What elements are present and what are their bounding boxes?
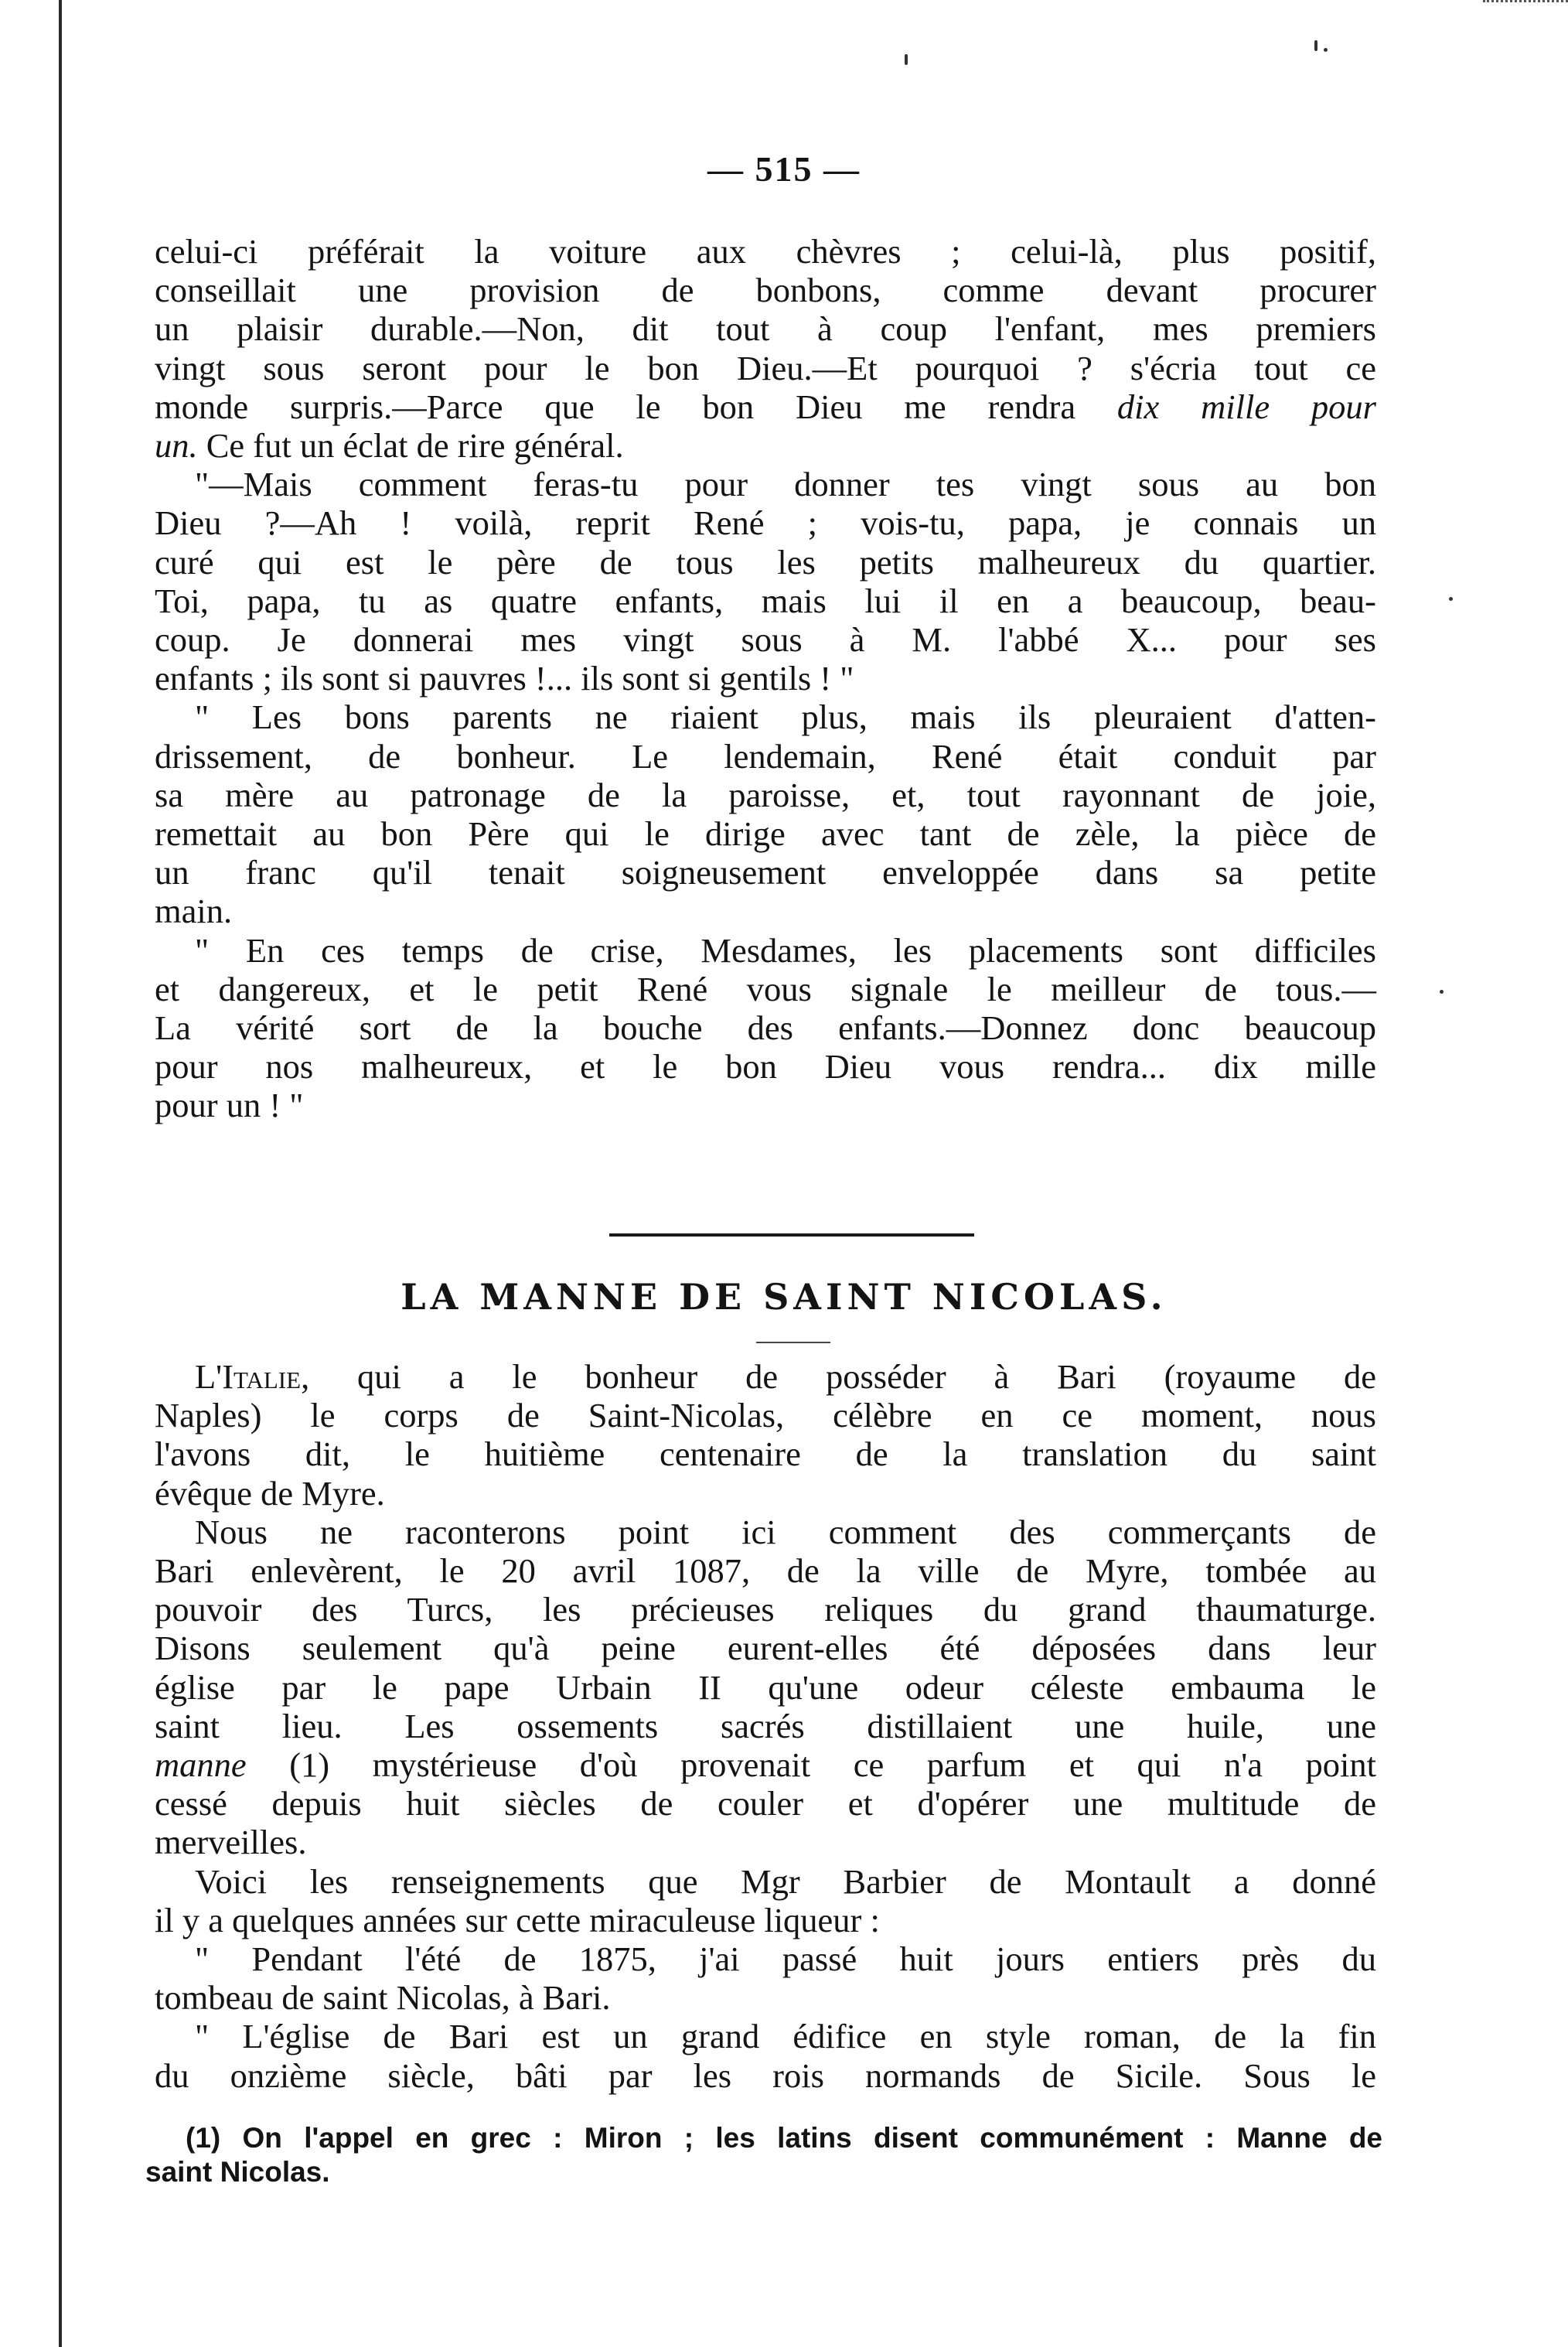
footnote: [145, 2121, 1382, 2189]
left-margin-rule: [59, 0, 62, 2347]
text-line: saint lieu. Les ossements sacrés distillaient une huile, une: [155, 1706, 1376, 1745]
text-line: drissement, de bonheur. Le lendemain, René était conduit par: [155, 736, 1376, 776]
text-line: merveilles.: [155, 1823, 307, 1862]
footnote-line: saint Nicolas.: [145, 2156, 330, 2188]
text-line: il y a quelques années sur cette miraculeuse liqueur :: [155, 1900, 880, 1939]
text-line: Nous ne raconterons point ici comment des commerçants de: [195, 1512, 1376, 1551]
text-line: Disons seulement qu'à peine eurent-elles été déposées dans leur: [155, 1629, 1376, 1668]
text-line: Voici les renseignements que Mgr Barbier de Montault a donné: [195, 1861, 1376, 1901]
text-line: monde surpris.—Parce que le bon Dieu me rendra dix mille pour: [155, 387, 1376, 426]
section-title: LA MANNE DE SAINT NICOLAS.: [401, 1276, 1167, 1318]
ink-speck: [1314, 40, 1317, 51]
text-line: " L'église de Bari est un grand édifice en style roman, de la fin: [195, 2017, 1376, 2056]
text-line: l'avons dit, le huitième centenaire de la translation du saint: [155, 1434, 1376, 1474]
top-right-dotted-rule: [1483, 0, 1568, 5]
text-line: " Pendant l'été de 1875, j'ai passé huit jours entiers près du: [195, 1939, 1376, 1979]
text-line: un franc qu'il tenait soigneusement enveloppée dans sa petite: [155, 853, 1376, 892]
text-line: sa mère au patronage de la paroisse, et, tout rayonnant de joie,: [155, 775, 1376, 814]
text-line: du onzième siècle, bâti par les rois normands de Sicile. Sous le: [155, 2055, 1376, 2095]
footnote-line: (1) On l'appel en grec : Miron ; les latins disent communément : Manne de: [186, 2122, 1382, 2154]
text-line: " En ces temps de crise, Mesdames, les placements sont difficiles: [195, 930, 1376, 970]
text-line: La vérité sort de la bouche des enfants.—Donnez donc beaucoup: [155, 1008, 1376, 1048]
text-line: un plaisir durable.—Non, dit tout à coup l'enfant, mes premiers: [155, 309, 1376, 349]
text-line: celui-ci préférait la voiture aux chèvres ; celui-là, plus positif,: [155, 232, 1376, 271]
text-line: "—Mais comment feras-tu pour donner tes vingt sous au bon: [195, 465, 1376, 504]
text-line: tombeau de saint Nicolas, à Bari.: [155, 1978, 611, 2018]
text-line: pouvoir des Turcs, les précieuses reliques du grand thaumaturge.: [155, 1590, 1376, 1629]
text-line: Naples) le corps de Saint-Nicolas, célèbre en ce moment, nous: [155, 1396, 1376, 1435]
text-line: enfants ; ils sont si pauvres !... ils sont si gentils ! ": [155, 659, 854, 698]
text-line: cessé depuis huit siècles de couler et d'opérer une multitude de: [155, 1784, 1376, 1823]
text-line: et dangereux, et le petit René vous signale le meilleur de tous.—: [155, 969, 1376, 1008]
article-text: [155, 1357, 1376, 2095]
ink-speck: [1449, 597, 1453, 601]
page-number: — 515 —: [707, 149, 861, 189]
text-line: " Les bons parents ne riaient plus, mais ils pleuraient d'atten-: [195, 698, 1376, 737]
text-line: église par le pape Urbain II qu'une odeur céleste embauma le: [155, 1667, 1376, 1707]
text-line: conseillait une provision de bonbons, comme devant procurer: [155, 271, 1376, 310]
section-divider: [609, 1233, 974, 1237]
text-line: L'Italie, qui a le bonheur de posséder à Bari (royaume de: [195, 1357, 1376, 1396]
text-line: main.: [155, 892, 233, 931]
ink-speck: [905, 54, 908, 65]
text-line: Bari enlevèrent, le 20 avril 1087, de la ville de Myre, tombée au: [155, 1551, 1376, 1591]
text-line: remettait au bon Père qui le dirige avec tant de zèle, la pièce de: [155, 814, 1376, 854]
text-line: curé qui est le père de tous les petits malheureux du quartier.: [155, 542, 1376, 582]
text-line: un. Ce fut un éclat de rire général.: [155, 426, 624, 466]
ink-speck: [1440, 990, 1444, 994]
text-line: Toi, papa, tu as quatre enfants, mais lui il en a beaucoup, beau-: [155, 581, 1376, 620]
title-underline: [756, 1342, 830, 1343]
text-line: coup. Je donnerai mes vingt sous à M. l'abbé X... pour ses: [155, 620, 1376, 660]
text-line: manne (1) mystérieuse d'où provenait ce parfum et qui n'a point: [155, 1745, 1376, 1785]
text-line: évêque de Myre.: [155, 1473, 385, 1513]
text-line: Dieu ?—Ah ! voilà, reprit René ; vois-tu, papa, je connais un: [155, 503, 1376, 543]
text-line: pour nos malheureux, et le bon Dieu vous rendra... dix mille: [155, 1047, 1376, 1087]
ink-speck: [1324, 48, 1328, 52]
story-text: [155, 232, 1376, 1125]
text-line: vingt sous seront pour le bon Dieu.—Et pourquoi ? s'écria tout ce: [155, 348, 1376, 387]
text-line: pour un ! ": [155, 1086, 304, 1125]
